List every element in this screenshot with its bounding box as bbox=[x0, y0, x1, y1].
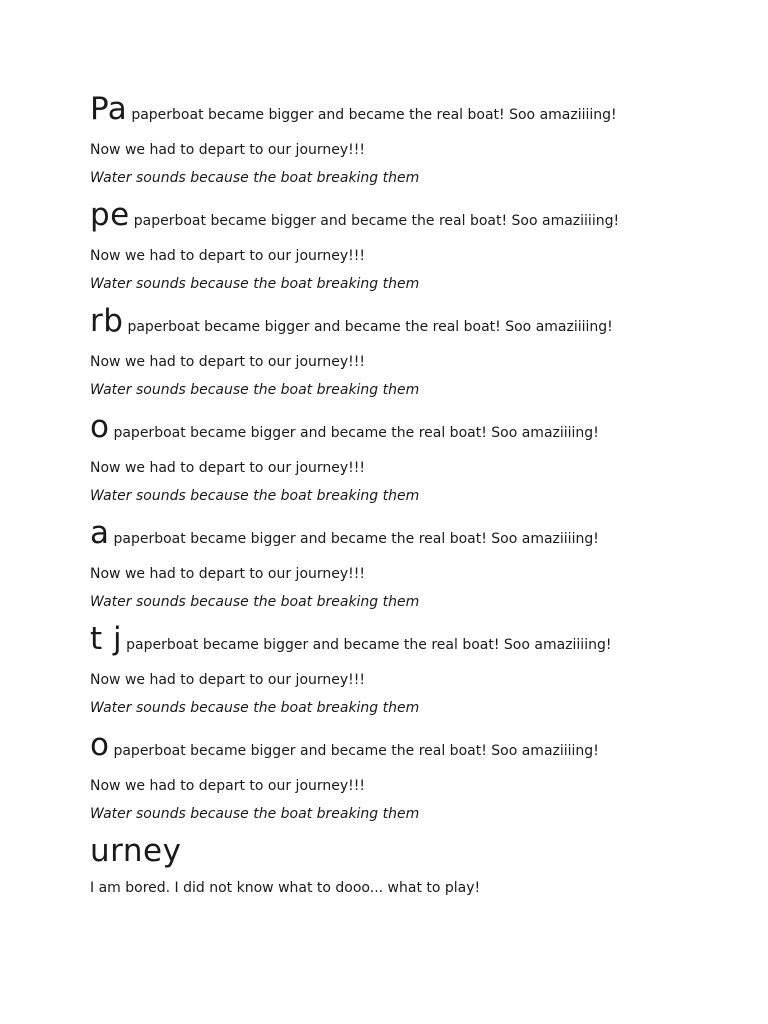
water-sound-line: Water sounds because the boat breaking them bbox=[90, 594, 420, 610]
journey-line: Now we had to depart to our journey!!! bbox=[90, 460, 366, 476]
water-sound-line: Water sounds because the boat breaking them bbox=[90, 700, 420, 716]
water-sound-line: Water sounds because the boat breaking them bbox=[90, 170, 420, 186]
story-heading-line bbox=[90, 512, 599, 554]
story-heading-line bbox=[90, 194, 619, 236]
story-sentence: paperboat became bigger and became the real boat! Soo amaziiiing! bbox=[126, 637, 612, 653]
journey-line: Now we had to depart to our journey!!! bbox=[90, 248, 366, 264]
water-sound-line: Water sounds because the boat breaking them bbox=[90, 382, 420, 398]
story-sentence: paperboat became bigger and became the real boat! Soo amaziiiing! bbox=[131, 107, 617, 123]
story-block-6 bbox=[90, 618, 730, 724]
story-block-5 bbox=[90, 512, 730, 618]
large-letters: pe bbox=[90, 197, 130, 233]
large-letters: a bbox=[90, 515, 110, 551]
journey-line: Now we had to depart to our journey!!! bbox=[90, 142, 366, 158]
large-letters: o bbox=[90, 727, 110, 763]
story-sentence: paperboat became bigger and became the real boat! Soo amaziiiing! bbox=[113, 743, 599, 759]
story-heading-line bbox=[90, 618, 611, 660]
story-heading-line bbox=[90, 300, 613, 342]
journey-line: Now we had to depart to our journey!!! bbox=[90, 672, 366, 688]
story-block-1 bbox=[90, 88, 730, 194]
document-page bbox=[90, 88, 730, 830]
large-letters: t j bbox=[90, 621, 123, 657]
story-block-7 bbox=[90, 724, 730, 830]
water-sound-line: Water sounds because the boat breaking them bbox=[90, 488, 420, 504]
story-heading-line bbox=[90, 406, 599, 448]
large-letters: rb bbox=[90, 303, 124, 339]
story-sentence: paperboat became bigger and became the real boat! Soo amaziiiing! bbox=[113, 531, 599, 547]
ending-section bbox=[90, 830, 480, 898]
story-sentence: paperboat became bigger and became the real boat! Soo amaziiiing! bbox=[113, 425, 599, 441]
story-block-4 bbox=[90, 406, 730, 512]
ending-title: urney bbox=[90, 833, 182, 869]
journey-line: Now we had to depart to our journey!!! bbox=[90, 354, 366, 370]
large-letters: o bbox=[90, 409, 110, 445]
water-sound-line: Water sounds because the boat breaking them bbox=[90, 276, 420, 292]
ending-text: I am bored. I did not know what to dooo... what to play! bbox=[90, 880, 481, 896]
story-heading-line bbox=[90, 724, 599, 766]
story-sentence: paperboat became bigger and became the real boat! Soo amaziiiing! bbox=[127, 319, 613, 335]
journey-line: Now we had to depart to our journey!!! bbox=[90, 778, 366, 794]
story-block-3 bbox=[90, 300, 730, 406]
story-block-2 bbox=[90, 194, 730, 300]
story-heading-line bbox=[90, 88, 617, 130]
large-letters: Pa bbox=[90, 91, 128, 127]
water-sound-line: Water sounds because the boat breaking them bbox=[90, 806, 420, 822]
journey-line: Now we had to depart to our journey!!! bbox=[90, 566, 366, 582]
story-sentence: paperboat became bigger and became the real boat! Soo amaziiiing! bbox=[133, 213, 620, 229]
